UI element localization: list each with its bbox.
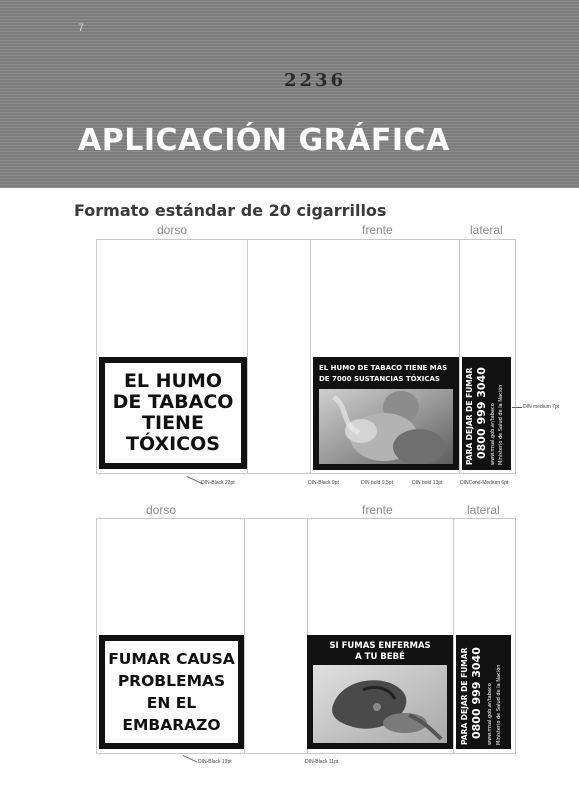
front-warning-panel bbox=[307, 635, 453, 749]
back-warning-box bbox=[99, 357, 247, 469]
front-warning-panel bbox=[313, 357, 459, 470]
page-title: APLICACIÓN GRÁFICA bbox=[78, 123, 450, 158]
lateral-line-4: www.msal.gob.ar/tabaco bbox=[490, 403, 496, 465]
leader-line bbox=[183, 755, 198, 763]
back-warning-text: EL HUMO DE TABACO TIENE TÓXICOS bbox=[105, 363, 241, 463]
document-number: 2236 bbox=[284, 70, 347, 91]
spec-back-1: DIN-Black 22pt bbox=[201, 480, 235, 486]
lateral-panel bbox=[462, 357, 511, 470]
pack-layout-2 bbox=[96, 518, 516, 754]
front-warning-text: EL HUMO DE TABACO TIENE MÁS DE 7000 SUSTANCIAS TÓXICAS bbox=[319, 364, 448, 383]
lateral-line-1: PARA DEJAR DE FUMAR bbox=[465, 367, 474, 465]
spec-back-2: DIN-Black 19pt bbox=[198, 759, 232, 765]
lateral-line-1: PARA DEJAR DE FUMAR bbox=[460, 647, 469, 745]
label-dorso-1: dorso bbox=[157, 223, 188, 237]
lateral-line-3: Ministerio de Salud de la Nación bbox=[496, 664, 502, 745]
fold-line bbox=[247, 240, 248, 473]
label-lateral-1: lateral bbox=[470, 223, 503, 237]
lateral-line-4: www.msal.gob.ar/tabaco bbox=[487, 683, 493, 745]
spec-side-1: DINCond-Medium 6pt bbox=[460, 480, 509, 486]
spec-front-1a: DIN-Black 9pt bbox=[308, 480, 339, 486]
spec-front-1b: DIN bold 9,5pt bbox=[361, 480, 393, 486]
lateral-line-2: 0800 999 3040 bbox=[475, 367, 488, 459]
page-number: 7 bbox=[78, 22, 85, 34]
lateral-line-2: 0800 999 3040 bbox=[470, 647, 483, 739]
fold-line bbox=[453, 519, 454, 753]
label-frente-1: frente bbox=[362, 223, 393, 237]
lateral-line-3: Ministerio de Salud de la Nación bbox=[498, 384, 504, 465]
pack-layout-1 bbox=[96, 239, 516, 474]
fold-line bbox=[459, 240, 460, 473]
label-dorso-2: dorso bbox=[146, 503, 177, 517]
lateral-panel bbox=[456, 635, 511, 749]
back-warning-text: FUMAR CAUSA PROBLEMAS EN EL EMBARAZO bbox=[105, 641, 238, 743]
fold-line bbox=[244, 519, 245, 753]
header-band bbox=[0, 0, 579, 188]
spec-right-1: DIN medium 7pt bbox=[523, 404, 560, 410]
back-warning-box bbox=[99, 635, 244, 749]
fold-line bbox=[310, 240, 311, 473]
label-frente-2: frente bbox=[362, 503, 393, 517]
warning-photo bbox=[313, 665, 447, 743]
label-lateral-2: lateral bbox=[467, 503, 500, 517]
warning-photo bbox=[319, 389, 453, 464]
spec-front-2: DIN-Black 11pt bbox=[305, 759, 339, 765]
section-subtitle: Formato estándar de 20 cigarrillos bbox=[74, 201, 387, 220]
front-warning-text: SI FUMAS ENFERMAS A TU BEBÉ bbox=[329, 641, 431, 662]
spec-front-1c: DIN bold 13pt bbox=[412, 480, 443, 486]
leader-line bbox=[512, 407, 522, 408]
